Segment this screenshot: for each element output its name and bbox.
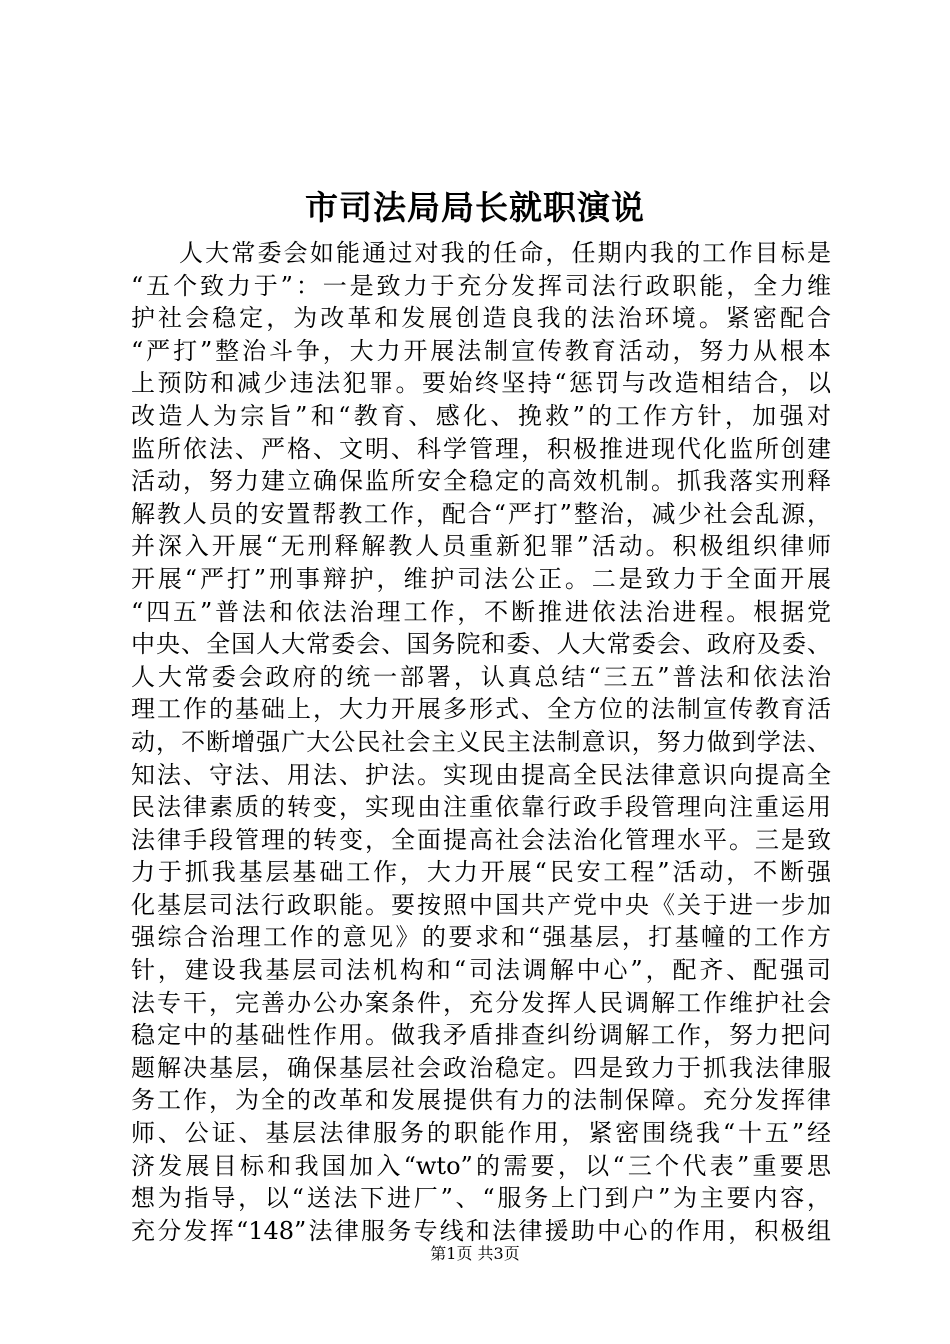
body-line: 监所依法、严格、文明、科学管理，积极推进现代化监所创建 (131, 434, 831, 463)
body-line: 理工作的基础上，大力开展多形式、全方位的法制宣传教育活 (131, 695, 831, 724)
body-line: 护社会稳定，为改革和发展创造良我的法治环境。紧密配合 (131, 304, 831, 333)
body-line: “五个致力于”：一是致力于充分发挥司法行政职能，全力维 (131, 271, 831, 300)
body-line: 充分发挥“148”法律服务专线和法律援助中心的作用，积极组 (131, 1216, 831, 1245)
body-line: 力于抓我基层基础工作，大力开展“民安工程”活动，不断强 (131, 858, 831, 887)
body-line: 人大常委会如能通过对我的任命，任期内我的工作目标是 (179, 239, 831, 267)
body-line: 中央、全国人大常委会、国务院和委、人大常委会、政府及委、 (131, 630, 831, 659)
body-line: 改造人为宗旨”和“教育、感化、挽救”的工作方针，加强对 (131, 401, 831, 430)
body-line: “四五”普法和依法治理工作，不断推进依法治进程。根据党 (131, 597, 831, 626)
body-line: 想为指导，以“送法下进厂”、“服务上门到户”为主要内容， (131, 1184, 831, 1213)
body-line: 开展“严打”刑事辩护，维护司法公正。二是致力于全面开展 (131, 564, 831, 593)
body-line: 强综合治理工作的意见》的要求和“强基层，打基幢的工作方 (131, 923, 831, 952)
body-line: 针，建设我基层司法机构和“司法调解中心”，配齐、配强司 (131, 956, 831, 985)
body-line: 师、公证、基层法律服务的职能作用，紧密围绕我“十五”经 (131, 1119, 831, 1148)
body-line: 化基层司法行政职能。要按照中国共产党中央《关于进一步加 (131, 890, 831, 919)
body-line: 上预防和减少违法犯罪。要始终坚持“惩罚与改造相结合，以 (131, 369, 831, 398)
document-body (131, 237, 831, 1247)
body-line: 法律手段管理的转变，全面提高社会法治化管理水平。三是致 (131, 825, 831, 854)
page-number-footer: 第1页 共3页 (430, 1244, 520, 1263)
body-line: 务工作，为全的改革和发展提供有力的法制保障。充分发挥律 (131, 1086, 831, 1115)
body-line: 解教人员的安置帮教工作，配合“严打”整治，减少社会乱源， (131, 499, 831, 528)
body-line: 并深入开展“无刑释解教人员重新犯罪”活动。积极组织律师 (131, 532, 831, 561)
body-line: 人大常委会政府的统一部署，认真总结“三五”普法和依法治 (131, 662, 831, 691)
body-line: 济发展目标和我国加入“wto”的需要，以“三个代表”重要思 (131, 1151, 831, 1180)
body-line: 活动，努力建立确保监所安全稳定的高效机制。抓我落实刑释 (131, 467, 831, 496)
body-line: 民法律素质的转变，实现由注重依靠行政手段管理向注重运用 (131, 793, 831, 822)
body-line: 知法、守法、用法、护法。实现由提高全民法律意识向提高全 (131, 760, 831, 789)
document-title: 市司法局局长就职演说 (305, 188, 645, 227)
body-line: 法专干，完善办公办案条件，充分发挥人民调解工作维护社会 (131, 988, 831, 1017)
body-line: 动，不断增强广大公民社会主义民主法制意识，努力做到学法、 (131, 727, 831, 756)
body-line: 题解决基层，确保基层社会政治稳定。四是致力于抓我法律服 (131, 1053, 831, 1082)
body-line: 稳定中的基础性作用。做我矛盾排查纠纷调解工作，努力把问 (131, 1021, 831, 1050)
body-line: “严打”整治斗争，大力开展法制宣传教育活动，努力从根本 (131, 336, 831, 365)
